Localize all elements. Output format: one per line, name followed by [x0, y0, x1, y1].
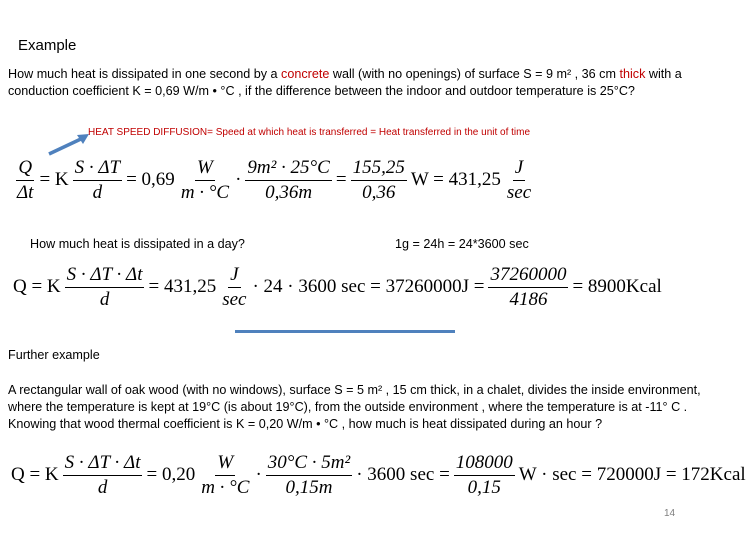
- numerator: Q: [16, 157, 34, 181]
- numerator: W: [215, 452, 235, 476]
- numerator: W: [195, 157, 215, 181]
- numerator: 108000: [454, 452, 515, 476]
- problem-2-text: A rectangular wall of oak wood (with no windows), surface S = 5 m² , 15 cm thick, in a chalet, divides the inside environment, where the temperature is kept at 19°C (is about 19°C), from the outside environment , where the temperature is at -11° C . Knowing that wood thermal coefficient is K = 0,20 W/m • °C , how much is heat dissipated during an hour ?: [8, 383, 701, 431]
- question-day: How much heat is dissipated in a day?: [30, 237, 245, 251]
- equation-term: = 431,25: [148, 276, 217, 298]
- fraction: [179, 157, 231, 204]
- equation-term: W · sec = 720000J = 172Kcal: [518, 464, 746, 486]
- denominator: 0,36m: [265, 181, 313, 203]
- problem-text: How much heat is dissipated in one second by a: [8, 67, 282, 81]
- denominator: 0,36: [362, 181, 396, 203]
- equation-heat-rate: [12, 157, 536, 204]
- numerator: 37260000: [488, 264, 568, 288]
- fraction: [266, 452, 352, 499]
- denominator: m · °C: [201, 476, 250, 498]
- fraction: [63, 452, 143, 499]
- equation-term: ·: [235, 169, 242, 191]
- highlight-thick: thick: [619, 67, 646, 81]
- denominator: d: [97, 476, 108, 498]
- highlight-concrete: concrete: [281, 67, 330, 81]
- equation-term: = 0,69: [126, 169, 175, 191]
- fraction: [245, 157, 331, 204]
- page-number: 14: [664, 508, 676, 519]
- fraction: [220, 264, 248, 311]
- denominator: 4186: [509, 288, 548, 310]
- fraction: [65, 264, 145, 311]
- diffusion-note: HEAT SPEED DIFFUSION= Speed at which heat is transferred = Heat transferred in the unit of time: [88, 127, 531, 138]
- equation-term: = K: [39, 169, 69, 191]
- denominator: Δt: [17, 181, 34, 203]
- day-conversion: 1g = 24h = 24*3600 sec: [395, 237, 529, 251]
- numerator: S · ΔT · Δt: [63, 452, 143, 476]
- fraction: [73, 157, 122, 204]
- equation-term: ·: [255, 464, 262, 486]
- fraction: [351, 157, 407, 204]
- fraction: [488, 264, 568, 311]
- equation-term: Q = K: [13, 276, 61, 298]
- equation-term: = 8900Kcal: [572, 276, 662, 298]
- numerator: S · ΔT: [73, 157, 122, 181]
- numerator: J: [513, 157, 525, 181]
- further-example-heading: Further example: [8, 348, 100, 362]
- fraction: [199, 452, 251, 499]
- equation-term: = 0,20: [146, 464, 196, 486]
- fraction: [15, 157, 35, 204]
- problem-text: with a conduction coefficient K = 0,69 W/m • °C , if the difference between the indoor and outdoor temperature is 25°C?: [8, 67, 682, 98]
- numerator: 30°C · 5m²: [266, 452, 352, 476]
- fraction: [454, 452, 515, 499]
- denominator: d: [99, 288, 110, 310]
- numerator: S · ΔT · Δt: [65, 264, 145, 288]
- problem-1-text: [8, 66, 716, 100]
- fraction: [505, 157, 533, 204]
- divider-line: [235, 330, 455, 333]
- equation-heat-hour: [10, 452, 747, 499]
- numerator: 155,25: [351, 157, 407, 181]
- denominator: 0,15m: [285, 476, 333, 498]
- equation-term: =: [335, 169, 347, 191]
- problem-text: wall (with no openings) of surface S = 9 m² , 36 cm: [329, 67, 620, 81]
- denominator: sec: [506, 181, 532, 203]
- denominator: sec: [222, 288, 247, 310]
- equation-heat-day: [12, 264, 663, 311]
- numerator: J: [228, 264, 240, 288]
- denominator: 0,15: [467, 476, 501, 498]
- equation-term: · 24 · 3600 sec = 37260000J =: [252, 276, 485, 298]
- equation-term: W = 431,25: [410, 169, 501, 191]
- numerator: 9m² · 25°C: [245, 157, 331, 181]
- denominator: m · °C: [180, 181, 230, 203]
- slide-title: Example: [18, 37, 77, 54]
- equation-term: Q = K: [11, 464, 59, 486]
- denominator: d: [92, 181, 103, 203]
- equation-term: · 3600 sec =: [356, 464, 450, 486]
